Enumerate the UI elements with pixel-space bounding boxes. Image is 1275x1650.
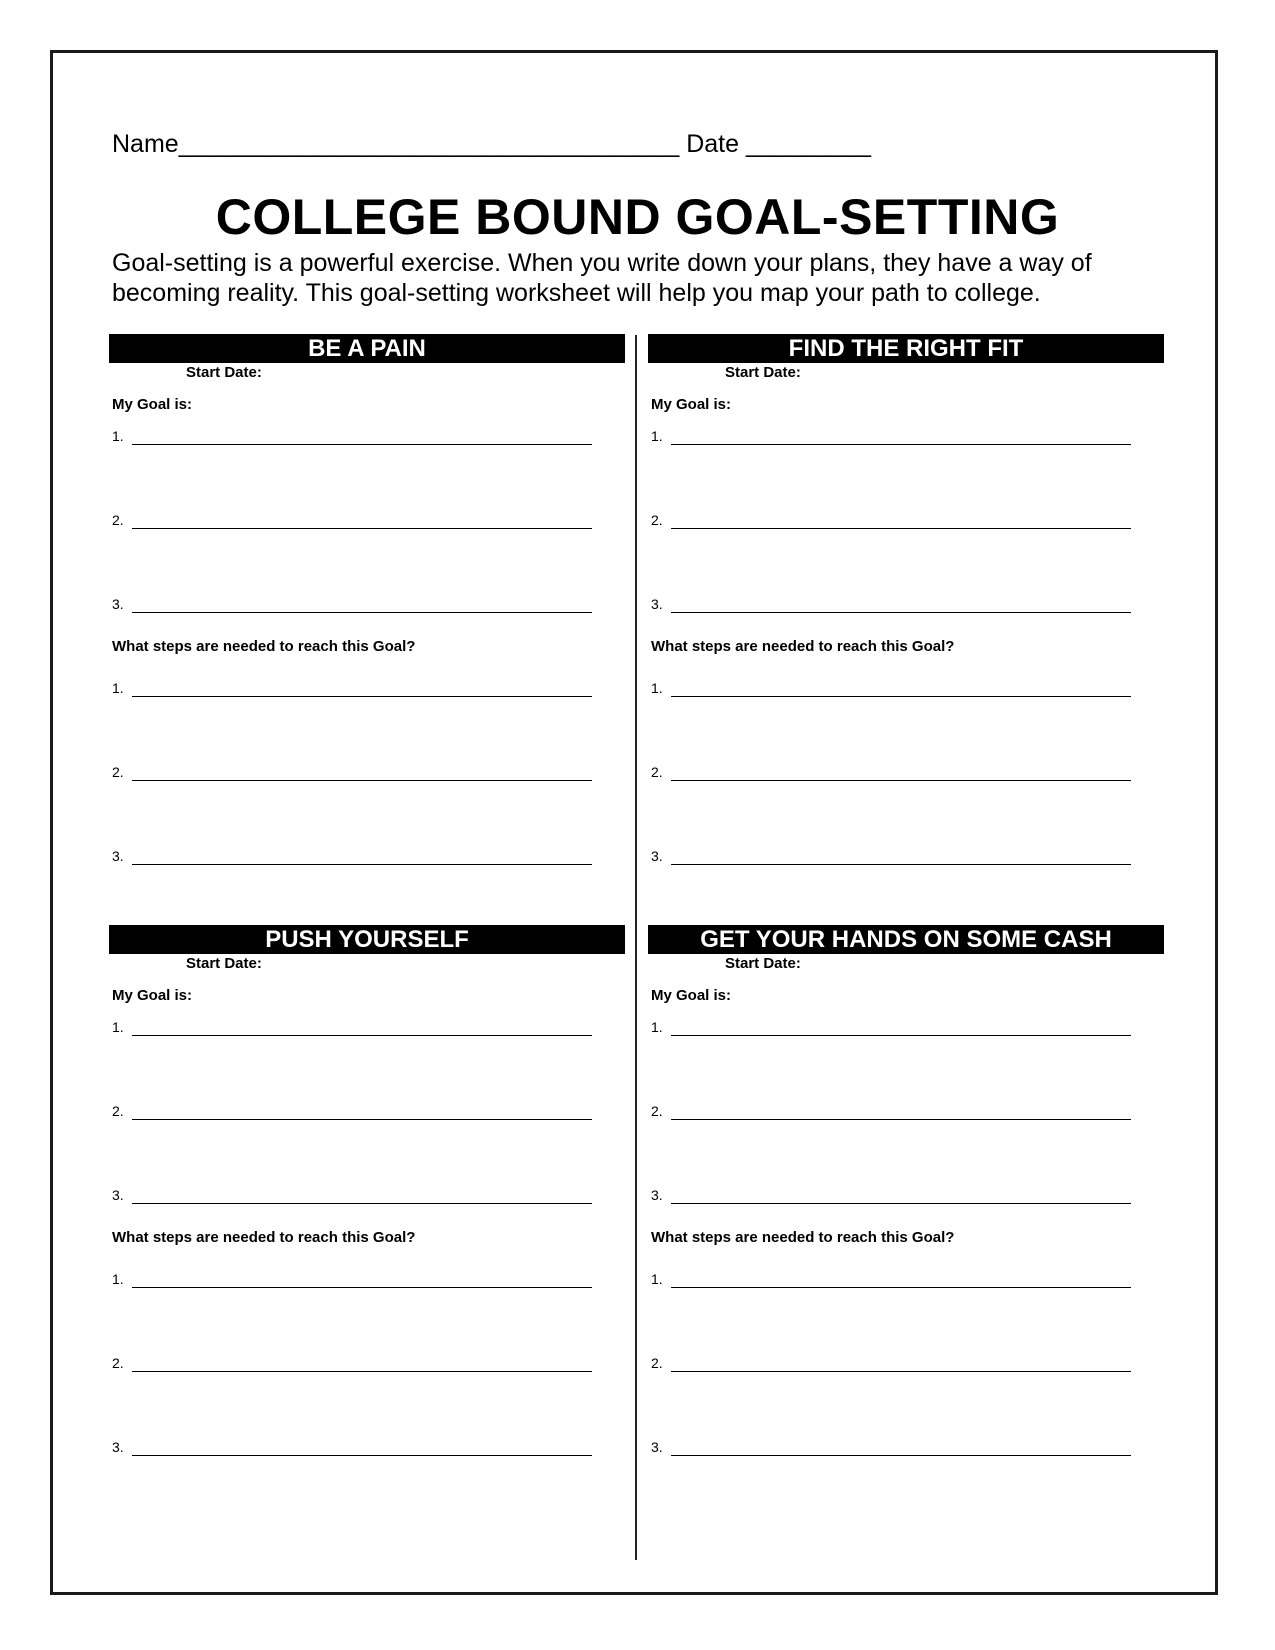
goal-item-1[interactable] [651,428,1131,448]
step-item-2[interactable] [651,1355,1131,1375]
step-item-3[interactable] [651,1439,1131,1459]
goal-item-1[interactable] [651,1019,1131,1039]
step-item-1[interactable] [112,1271,592,1291]
step-item-3[interactable] [112,1439,592,1459]
item-number: 3. [112,848,124,864]
item-number: 2. [112,764,124,780]
section-header: PUSH YOURSELF [109,925,625,954]
section-be-a-pain [109,334,629,874]
answer-line[interactable] [132,780,592,781]
item-number: 1. [112,680,124,696]
answer-line[interactable] [671,864,1131,865]
step-item-2[interactable] [112,1355,592,1375]
item-number: 3. [651,596,663,612]
goal-item-2[interactable] [112,512,592,532]
my-goal-label: My Goal is: [651,987,732,1004]
item-number: 3. [651,1439,663,1455]
answer-line[interactable] [132,444,592,445]
name-label: Name [112,130,179,158]
steps-label: What steps are needed to reach this Goal? [651,638,955,655]
answer-line[interactable] [671,1455,1131,1456]
goal-item-1[interactable] [112,428,592,448]
start-date-label: Start Date: [186,955,262,972]
step-item-2[interactable] [651,764,1131,784]
goal-item-2[interactable] [651,1103,1131,1123]
item-number: 3. [112,596,124,612]
intro-text [112,248,1192,308]
intro-line-2: becoming reality. This goal-setting worksheet will help you map your path to college. [112,279,1041,307]
page-title: COLLEGE BOUND GOAL-SETTING [215,189,1060,245]
goal-item-2[interactable] [651,512,1131,532]
section-get-your-hands-on-some-cash [648,925,1168,1465]
item-number: 1. [112,1271,124,1287]
item-number: 1. [651,680,663,696]
item-number: 2. [112,512,124,528]
answer-line[interactable] [132,528,592,529]
goal-item-3[interactable] [651,1187,1131,1207]
item-number: 1. [112,1019,124,1035]
item-number: 3. [112,1439,124,1455]
start-date-label: Start Date: [725,955,801,972]
section-header: FIND THE RIGHT FIT [648,334,1164,363]
step-item-3[interactable] [651,848,1131,868]
name-blank[interactable]: ____________________________________ [178,130,680,158]
answer-line[interactable] [132,1455,592,1456]
date-blank[interactable]: _________ [745,130,872,158]
name-date-row [112,130,871,159]
item-number: 1. [651,428,663,444]
step-item-1[interactable] [112,680,592,700]
answer-line[interactable] [671,612,1131,613]
answer-line[interactable] [132,612,592,613]
item-number: 2. [651,512,663,528]
answer-line[interactable] [671,1371,1131,1372]
answer-line[interactable] [132,1119,592,1120]
answer-line[interactable] [132,1287,592,1288]
step-item-1[interactable] [651,680,1131,700]
section-find-the-right-fit [648,334,1168,874]
step-item-3[interactable] [112,848,592,868]
answer-line[interactable] [671,1035,1131,1036]
item-number: 3. [651,848,663,864]
answer-line[interactable] [671,1287,1131,1288]
item-number: 1. [651,1019,663,1035]
my-goal-label: My Goal is: [112,987,193,1004]
answer-line[interactable] [132,1035,592,1036]
answer-line[interactable] [132,864,592,865]
item-number: 3. [651,1187,663,1203]
item-number: 2. [112,1103,124,1119]
goal-item-2[interactable] [112,1103,592,1123]
answer-line[interactable] [671,444,1131,445]
answer-line[interactable] [132,1371,592,1372]
answer-line[interactable] [132,1203,592,1204]
column-divider [635,335,637,1560]
step-item-1[interactable] [651,1271,1131,1291]
goal-item-3[interactable] [112,1187,592,1207]
answer-line[interactable] [671,1119,1131,1120]
start-date-label: Start Date: [186,364,262,381]
item-number: 2. [651,1355,663,1371]
date-label: Date [686,130,739,158]
section-header: BE A PAIN [109,334,625,363]
section-push-yourself [109,925,629,1465]
steps-label: What steps are needed to reach this Goal? [651,1229,955,1246]
my-goal-label: My Goal is: [112,396,193,413]
my-goal-label: My Goal is: [651,396,732,413]
answer-line[interactable] [671,1203,1131,1204]
answer-line[interactable] [671,780,1131,781]
item-number: 1. [112,428,124,444]
goal-item-3[interactable] [651,596,1131,616]
intro-line-1: Goal-setting is a powerful exercise. When you write down your plans, they have a way of [112,249,1092,277]
item-number: 2. [651,1103,663,1119]
start-date-label: Start Date: [725,364,801,381]
answer-line[interactable] [671,528,1131,529]
goal-item-3[interactable] [112,596,592,616]
answer-line[interactable] [671,696,1131,697]
item-number: 3. [112,1187,124,1203]
steps-label: What steps are needed to reach this Goal? [112,638,416,655]
item-number: 1. [651,1271,663,1287]
step-item-2[interactable] [112,764,592,784]
item-number: 2. [112,1355,124,1371]
item-number: 2. [651,764,663,780]
answer-line[interactable] [132,696,592,697]
goal-item-1[interactable] [112,1019,592,1039]
steps-label: What steps are needed to reach this Goal? [112,1229,416,1246]
section-header: GET YOUR HANDS ON SOME CASH [648,925,1164,954]
